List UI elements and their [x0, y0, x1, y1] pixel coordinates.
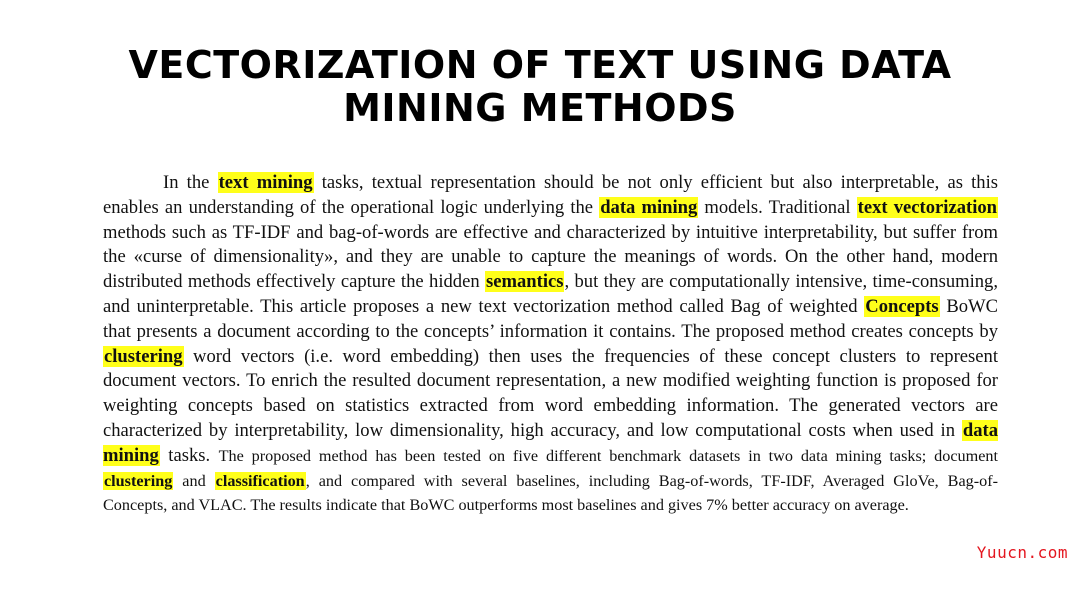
slide-title	[60, 44, 1020, 130]
abstract-body	[103, 171, 998, 518]
keyword-highlight: classification	[215, 471, 305, 490]
keyword-highlight: clustering	[104, 471, 173, 490]
keyword-highlight: data mining	[600, 196, 698, 218]
keyword-highlight: clustering	[104, 345, 183, 367]
abstract-text: tasks.	[159, 444, 211, 466]
title-line-1: VECTORIZATION OF TEXT USING DATA	[128, 43, 952, 87]
keyword-highlight: text mining	[218, 172, 313, 193]
abstract-text: BoWC that presents a document according to the concepts’ information it contains. The proposed method creates concepts by	[103, 295, 998, 342]
abstract-text: The proposed method has been tested on five different benchmark datasets in two data mining tasks; document	[218, 446, 998, 465]
abstract-text: methods such as TF-IDF and bag-of-words are effective and characterized by intuitive interpretability, but suffer from the «curse of dimensionality», and they are unable to capture the meanings of words. On the other hand, modern distributed methods effectively capture the hidden	[103, 221, 998, 293]
keyword-highlight: semantics	[486, 271, 564, 293]
abstract-text: In the	[163, 172, 218, 193]
abstract-tail	[103, 444, 999, 515]
abstract-text: tasks, textual representation should be not only efficient but also interpretable, as this enables an understanding of the operational logic underlying the	[103, 172, 998, 218]
keyword-highlight: data mining	[103, 419, 998, 466]
abstract-text: , and compared with several baselines, including Bag-of-words, TF-IDF, Averaged GloVe, Bag-of-Concepts, and VLAC. The results indicate that BoWC outperforms most baselines and gives 7% better accuracy on average.	[103, 471, 999, 515]
abstract-text: , but they are computationally intensive, time-consuming, and uninterpretable. This article proposes a new text vectorization method called Bag of weighted	[103, 271, 998, 317]
abstract-text: models. Traditional	[698, 196, 857, 218]
abstract-text: word vectors (i.e. word embedding) then uses the frequencies of these concept clusters to represent document vectors. To enrich the resulted document representation, a new modified weighting function is proposed for weighting concepts based on statistics extracted from word embedding information. The generated vectors are characterized by interpretability, low dimensionality, high accuracy, and low computational costs when used in	[103, 345, 998, 441]
keyword-highlight: Concepts	[865, 295, 939, 317]
keyword-highlight: text vectorization	[857, 196, 997, 218]
abstract-paragraph	[103, 171, 998, 518]
watermark: Yuucn.com	[976, 543, 1068, 562]
title-line-2: MINING METHODS	[343, 86, 737, 130]
abstract-text: and	[173, 471, 215, 490]
